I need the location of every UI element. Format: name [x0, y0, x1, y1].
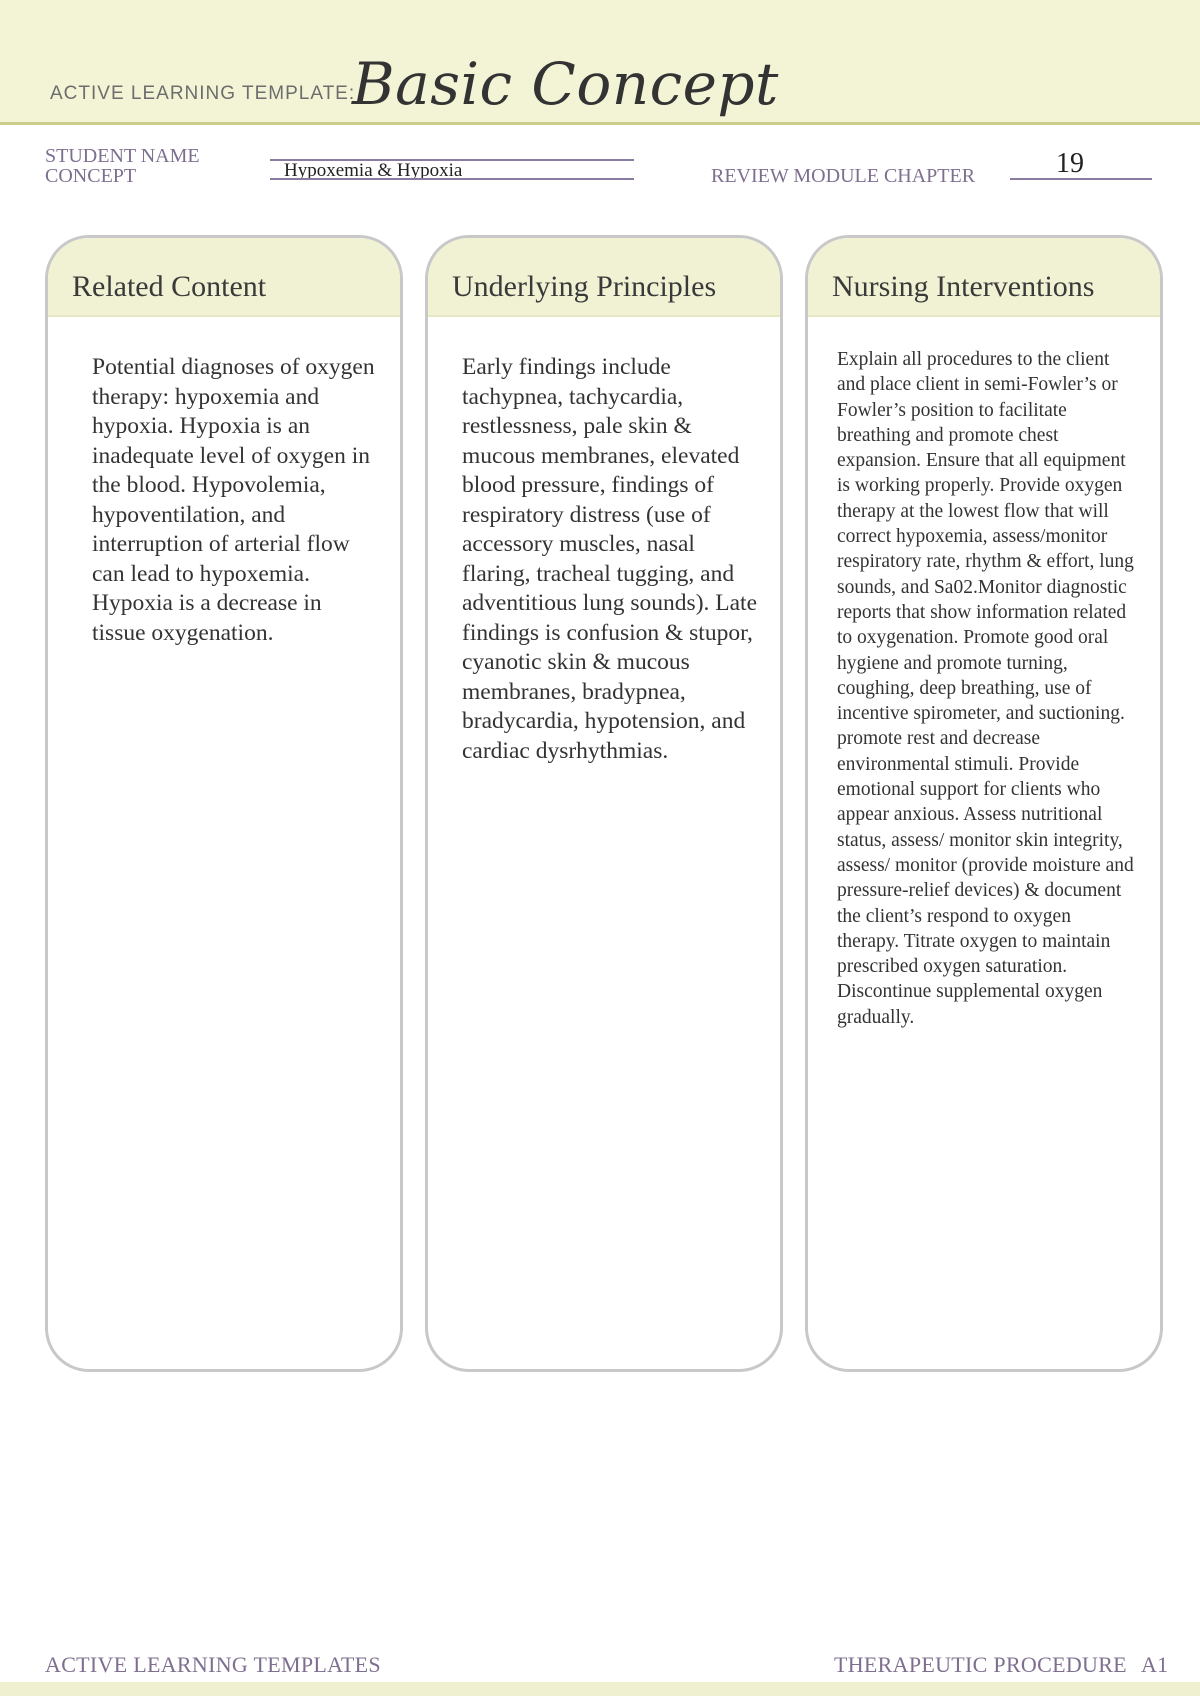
footer-right-label [834, 1652, 1168, 1678]
column-heading: Underlying Principles [428, 238, 780, 317]
nursing-interventions-column [805, 235, 1163, 1372]
footer-band [0, 1682, 1200, 1696]
template-label: ACTIVE LEARNING TEMPLATE: [50, 83, 356, 104]
related-content-column [45, 235, 403, 1372]
footer-procedure-label: THERAPEUTIC PROCEDURE [834, 1652, 1127, 1677]
column-body[interactable]: Explain all procedures to the client and place client in semi-Fowler’s or Fowler’s position to facilitate breathing and promote chest expansion. Ensure that all equipment is working properly. Provide oxygen therapy at the lowest flow that will correct hypoxemia, assess/monitor respiratory rate, rhythm & effort, lung sounds, and Sa02.Monitor diagnostic reports that show information related to oxygenation. Promote good oral hygiene and promote turning, coughing, deep breathing, use of incentive spirometer, and suctioning. promote rest and decrease environmental stimuli. Provide emotional support for clients who appear anxious. Assess nutritional status, assess/ monitor skin integrity, assess/ monitor (provide moisture and pressure-relief devices) & document the client’s respond to oxygen therapy. Titrate oxygen to maintain prescribed oxygen saturation. Discontinue supplemental oxygen gradually. [837, 349, 1134, 1028]
template-title: Basic Concept [352, 50, 779, 118]
footer-left-label: ACTIVE LEARNING TEMPLATES [45, 1652, 381, 1677]
concept-value[interactable]: Hypoxemia & Hypoxia [284, 160, 463, 181]
concept-label: CONCEPT [45, 165, 137, 187]
column-body[interactable]: Potential diagnoses of oxygen therapy: hypoxemia and hypoxia. Hypoxia is an inadequate level of oxygen in the blood. Hypovolemia, hypoventilation, and interruption of arterial flow can lead to hypoxemia. Hypoxia is a decrease in tissue oxygenation. [92, 354, 375, 646]
review-chapter-label: REVIEW MODULE CHAPTER [711, 165, 976, 187]
column-heading: Related Content [48, 238, 400, 317]
underlying-principles-column [425, 235, 783, 1372]
review-chapter-field-line [1010, 178, 1152, 180]
column-body[interactable]: Early findings include tachypnea, tachycardia, restlessness, pale skin & mucous membranes, elevated blood pressure, findings of respiratory distress (use of accessory muscles, nasal flaring, tracheal tugging, and adventitious lung sounds). Late findings is confusion & stupor, cyanotic skin & mucous membranes, bradypnea, bradycardia, hypotension, and cardiac dysrhythmias. [462, 354, 758, 764]
column-heading: Nursing Interventions [808, 238, 1160, 317]
footer-code: A1 [1140, 1652, 1169, 1677]
review-chapter-value[interactable]: 19 [1056, 148, 1084, 179]
student-name-label: STUDENT NAME [45, 145, 200, 167]
concept-field-line [270, 178, 634, 180]
